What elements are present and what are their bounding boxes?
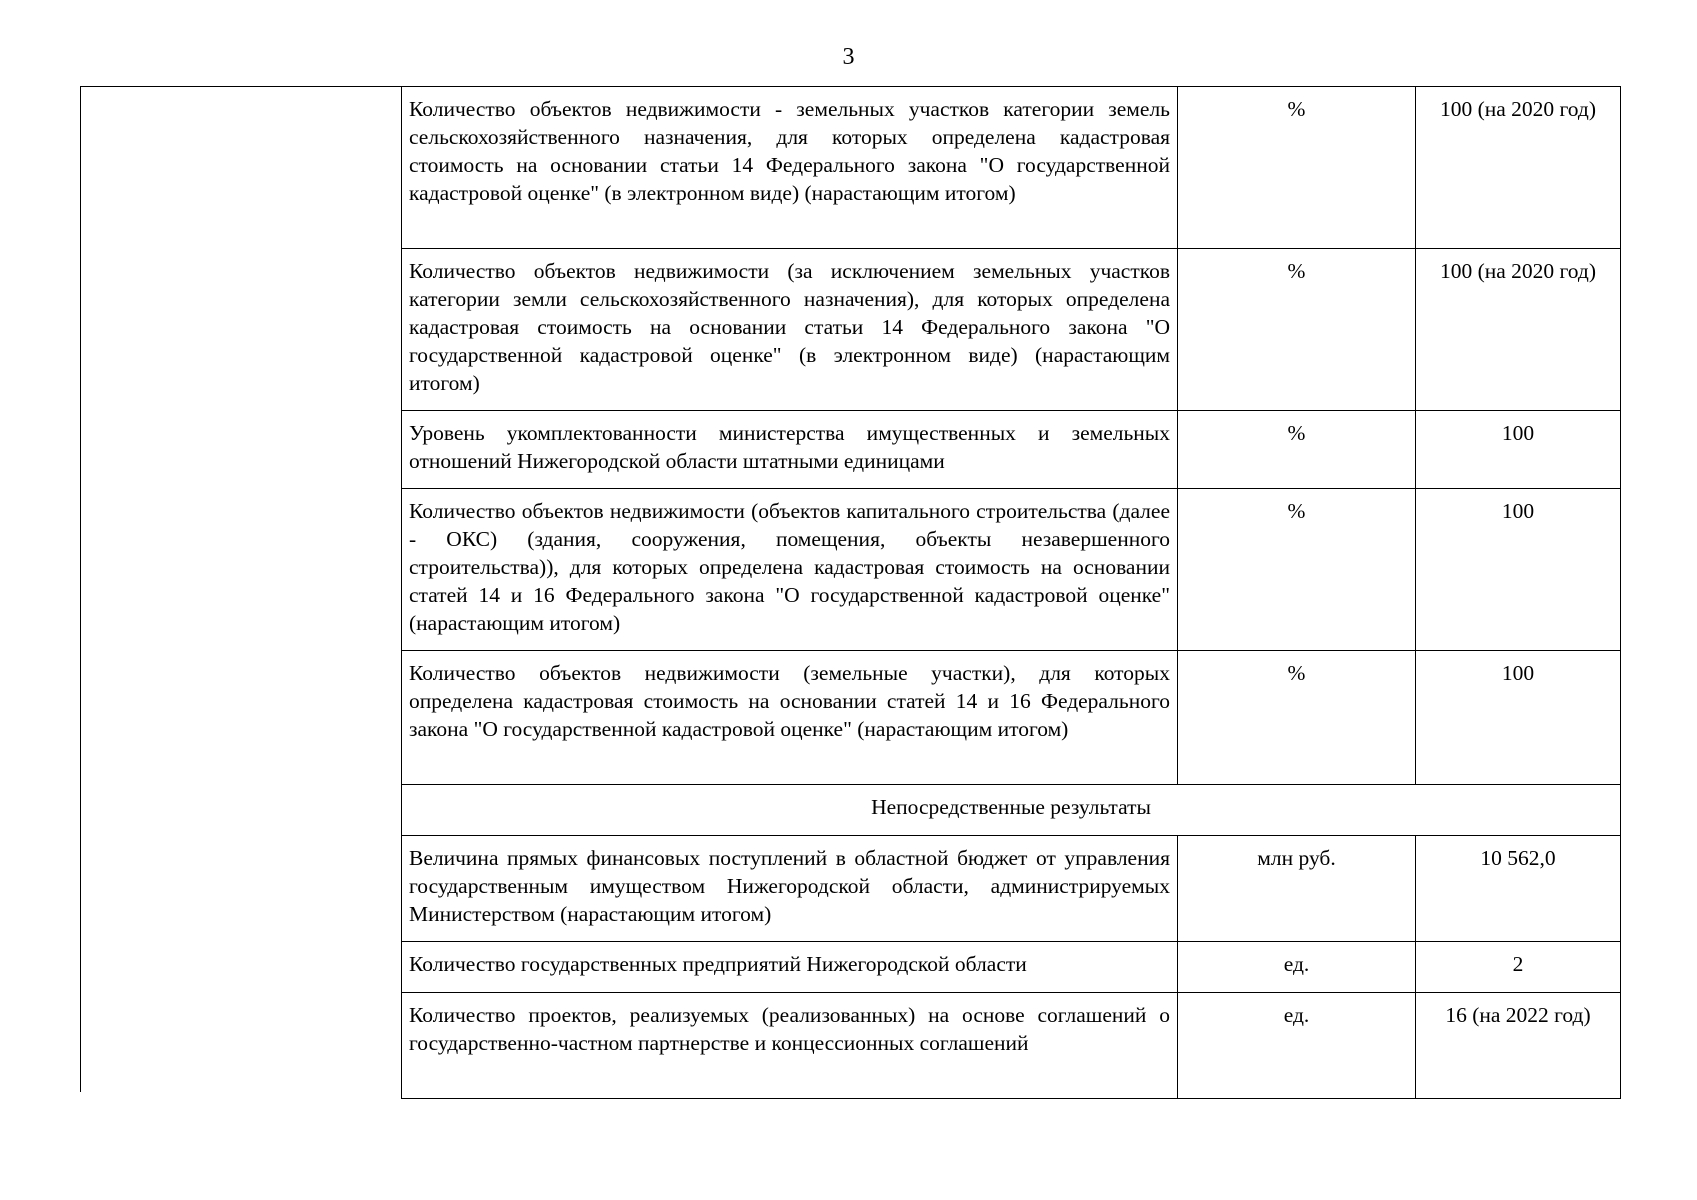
indicator-unit: %	[1178, 651, 1416, 785]
indicator-value: 100	[1416, 489, 1621, 651]
indicator-name: Количество проектов, реализуемых (реализованных) на основе соглашений о государственно-частном партнерстве и концессионных соглашений	[402, 993, 1178, 1099]
indicator-unit: ед.	[1178, 993, 1416, 1099]
table-row	[402, 651, 1621, 785]
indicator-unit: %	[1178, 411, 1416, 489]
indicator-name: Уровень укомплектованности министерства имущественных и земельных отношений Нижегородской области штатными единицами	[402, 411, 1178, 489]
indicator-name: Количество объектов недвижимости (земельные участки), для которых определена кадастровая стоимость на основании статей 14 и 16 Федерального закона "О государственной кадастровой оценке" (нарастающим итогом)	[402, 651, 1178, 785]
indicator-name: Количество объектов недвижимости - земельных участков категории земель сельскохозяйственного назначения, для которых определена кадастровая стоимость на основании статьи 14 Федерального закона "О государственной кадастровой оценке" (в электронном виде) (нарастающим итогом)	[402, 87, 1178, 249]
table-left-column	[80, 86, 401, 1092]
indicator-value: 2	[1416, 942, 1621, 993]
table-row	[402, 489, 1621, 651]
indicator-unit: млн руб.	[1178, 836, 1416, 942]
indicator-value: 100 (на 2020 год)	[1416, 249, 1621, 411]
indicator-name: Количество объектов недвижимости (объектов капитального строительства (далее - ОКС) (здания, сооружения, помещения, объекты незавершенного строительства)), для которых определена кадастровая стоимость на основании статей 14 и 16 Федерального закона "О государственной кадастровой оценке" (нарастающим итогом)	[402, 489, 1178, 651]
indicator-value: 16 (на 2022 год)	[1416, 993, 1621, 1099]
section-row	[402, 785, 1621, 836]
indicator-value: 100 (на 2020 год)	[1416, 87, 1621, 249]
indicator-name: Величина прямых финансовых поступлений в областной бюджет от управления государственным имуществом Нижегородской области, администрируемых Министерством (нарастающим итогом)	[402, 836, 1178, 942]
table-row	[402, 411, 1621, 489]
indicator-value: 100	[1416, 651, 1621, 785]
table-row	[402, 836, 1621, 942]
indicator-name: Количество государственных предприятий Нижегородской области	[402, 942, 1178, 993]
indicators-table	[401, 86, 1621, 1099]
indicator-unit: ед.	[1178, 942, 1416, 993]
indicator-name: Количество объектов недвижимости (за исключением земельных участков категории земли сельскохозяйственного назначения), для которых определена кадастровая стоимость на основании статьи 14 Федерального закона "О государственной кадастровой оценке" (в электронном виде) (нарастающим итогом)	[402, 249, 1178, 411]
indicator-unit: %	[1178, 489, 1416, 651]
section-title: Непосредственные результаты	[402, 785, 1621, 836]
indicator-value: 10 562,0	[1416, 836, 1621, 942]
table-row	[402, 993, 1621, 1099]
indicator-unit: %	[1178, 249, 1416, 411]
indicator-unit: %	[1178, 87, 1416, 249]
table-row	[402, 87, 1621, 249]
page-number: 3	[842, 44, 855, 70]
indicator-value: 100	[1416, 411, 1621, 489]
table-row	[402, 942, 1621, 993]
table-row	[402, 249, 1621, 411]
